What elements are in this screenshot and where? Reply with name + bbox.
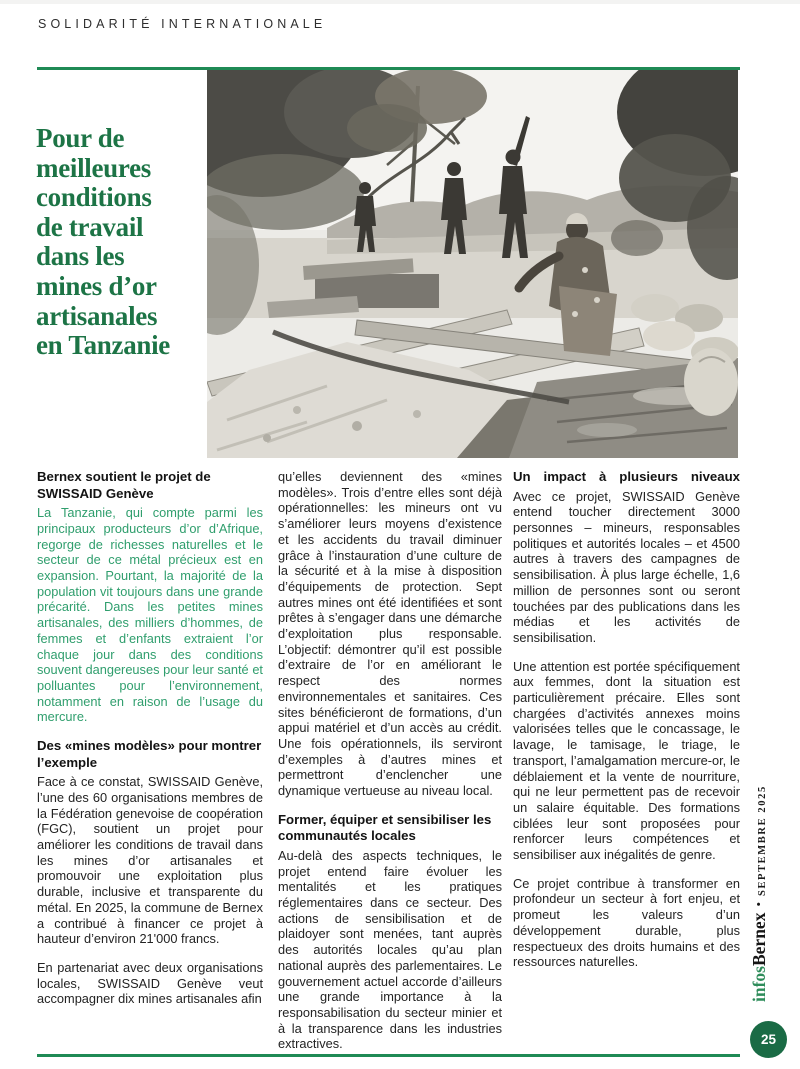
issue-date: SEPTEMBRE 2025 [757, 785, 768, 896]
column1-paragraph-2: En partenariat avec deux organisations locales, SWISSAID Genève veut accompagner dix mines artisanales afin [37, 959, 263, 1007]
title-line: conditions [36, 182, 152, 213]
page-top-edge [0, 0, 800, 4]
title-line: mines d’or [36, 270, 157, 301]
title-line: de travail [36, 211, 144, 242]
title-line: artisanales [36, 300, 158, 331]
title-line: en Tanzanie [36, 330, 170, 361]
column2-paragraph-1: qu’elles deviennent des «mines modèles». Trois d’entre elles sont déjà opérationnelles: les mineurs ont vu s’améliorer leurs moyens d’existence et les accidents du travail diminuer grâce à l’instauration d’une culture de la sécurité et à la mise à disposition d’équipements de protection. Sept autres mines ont été identifiées et sont prêtes à s’engager dans une démarche d’exploitation plus responsable. L’objectif: démontrer qu’il est possible d’extraire de l’or en améliorant le respect des normes environnementales et sanitaires. Ces sites bénéficieront de formations, d’un appui matériel et d’un accès au crédit. Une fois opérationnels, ils serviront d’exemples à d’autres mines et permettront d’enclencher une dynamique vertueuse au niveau local. [278, 469, 502, 799]
article-column-1 [37, 469, 263, 1057]
article-title [36, 124, 206, 361]
page-number-badge [750, 1021, 787, 1058]
column1-heading-2: Des «mines modèles» pour montrer l’exemple [37, 738, 262, 770]
title-line: dans les [36, 241, 125, 272]
section-eyebrow: SOLIDARITÉ INTERNATIONALE [38, 17, 327, 31]
column3-paragraph-2: Une attention est portée spécifiquement aux femmes, dont la situation est particulièrement précaire. Elles sont chargées d’activités annexes moins valorisées telles que le concassage, le lavage, le tamisage, le triage, le transport, l’amalgamation mercure-or, le déblaiement et la vente de nourriture, qui ne leur permettent pas de recevoir un salaire équitable. Des formations ciblées leur sont proposées pour renforcer leurs compétences et sensibiliser aux inégalités de genre. [513, 658, 740, 863]
bottom-rule [37, 1054, 740, 1057]
brand-prefix: infos [749, 966, 769, 1002]
photo-illustration [207, 70, 738, 458]
brand-bullet-icon: • [751, 901, 766, 907]
column3-paragraph-1: Avec ce projet, SWISSAID Genève entend toucher directement 3000 personnes – mineurs, responsables politiques et autorités locales – et 4500 autres à travers des campagnes de sensibilisation. À plus large échelle, 1,6 million de personnes sont ou seront touchées par des publications dans les médias et les activités de sensibilisation. [513, 488, 740, 645]
article-photo [207, 70, 738, 458]
column1-heading-1: Bernex soutient le projet de SWISSAID Genève [37, 469, 211, 501]
column1-paragraph-1: Face à ce constat, SWISSAID Genève, l’une des 60 organisations membres de la Fédération genevoise de coopération (FGC), soutient un projet pour améliorer les conditions de travail dans les mines d’or artisanales et promouvoir une exploitation plus durable, inclusive et transparente du métal. En 2025, la commune de Bernex a contribué à financer ce projet à hauteur d’environ 21'000 francs. [37, 774, 263, 947]
column2-paragraph-2: Au-delà des aspects techniques, le projet entend faire évoluer les mentalités et les pratiques réglementaires dans ce secteur. Des actions de sensibilisation et de plaidoyer sont menées, tant auprès des autorités locales qu’au plan national auprès des parlementaires. Le gouvernement actuel accorde d’ailleurs une grande importance à la responsabilisation du secteur minier et à la transparence dans les industries extractives. [278, 847, 502, 1052]
title-line: meilleures [36, 152, 151, 183]
article-column-2 [278, 469, 502, 1057]
article-column-3 [513, 469, 740, 1057]
lead-paragraph: La Tanzanie, qui compte parmi les principaux producteurs d’or d’Afrique, regorge de richesses naturelles et le secteur de ce métal précieux est en expansion. Pourtant, la majorité de la population vit toujours dans une grande précarité. Dans les petites mines artisanales, des milliers d’hommes, de femmes et d’enfants extraient l’or chaque jour dans des conditions souvent dangereuses pour leur santé et polluantes pour l’environnement, notamment en raison de l’usage du mercure. [37, 505, 263, 725]
column2-heading: Former, équiper et sensibiliser les communautés locales [278, 811, 492, 844]
column3-heading: Un impact à plusieurs niveaux [513, 469, 740, 484]
title-line: Pour de [36, 123, 125, 153]
page-number: 25 [760, 1032, 777, 1047]
brand-name: Bernex [749, 912, 769, 967]
column3-paragraph-3: Ce projet contribue à transformer en profondeur un secteur à fort enjeu, et promeut les valeurs d’un développement durable, plus respectueux des droits humains et des ressources naturelles. [513, 875, 740, 970]
magazine-brand-sidebar [749, 784, 770, 1002]
